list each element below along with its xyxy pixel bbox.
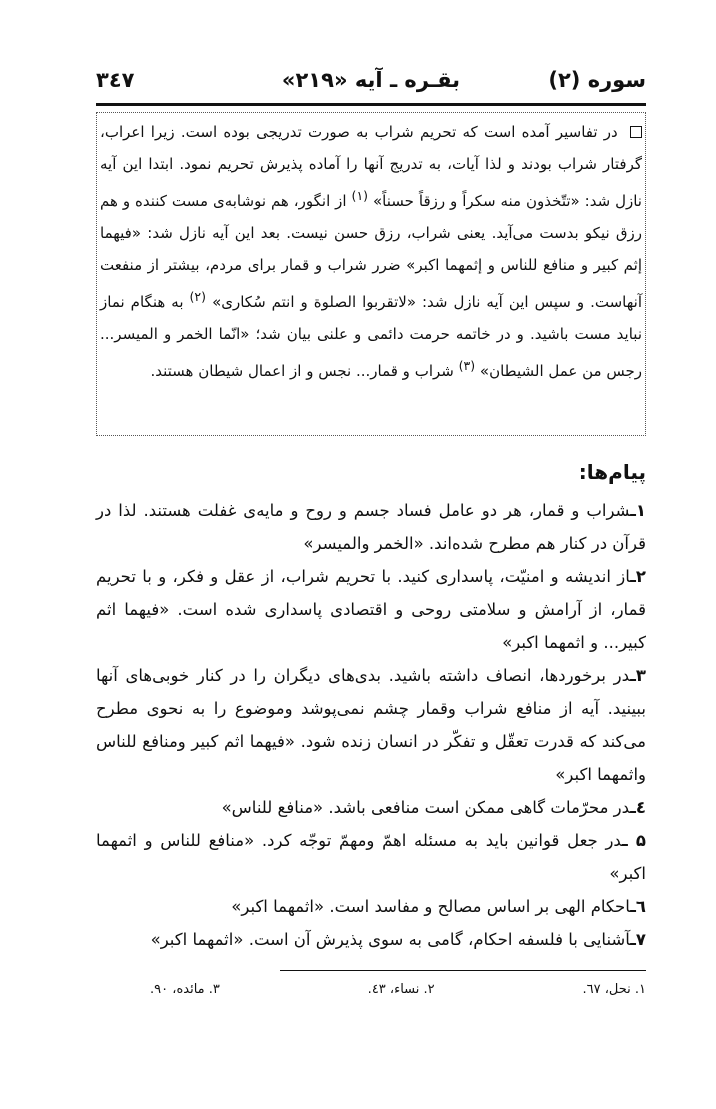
item-text: از اندیشه و امنیّت، پاسداری کنید. با تحریم شراب، از عقل و فکر، و با تحریم قمار، از آرامش و سلامتی روحی و اقتصادی پاسداری شده است. «فیهما اثم کبیر... و اثمهما اکبر» (96, 567, 646, 652)
footnote-divider (280, 970, 646, 971)
item-number: ۷ـ (630, 930, 646, 949)
surah-label: سوره (۲) (548, 68, 646, 92)
item-number: ۵ ـ (622, 831, 646, 850)
item-text: آشنایی با فلسفه احکام، گامی به سوی پذیرش آن است. «اثمهما اکبر» (150, 930, 631, 949)
item-number: ٦ـ (630, 897, 646, 916)
intro-text-4: شراب و قمار... نجس و از اعمال شیطان هستند. (150, 362, 454, 380)
footnote-ref-1: (۱) (351, 188, 369, 203)
footnote-ref-2: (۲) (189, 289, 207, 304)
list-item (96, 560, 646, 659)
list-item (96, 791, 646, 824)
item-number: ٤ـ (630, 798, 646, 817)
list-item (96, 494, 646, 560)
list-item (96, 824, 646, 890)
intro-text-1: در تفاسیر آمده است که تحریم شراب به صورت تدریجی بوده است. زیرا اعراب، گرفتار شراب بودند و لذا آیات، به تدریج آنها را آماده پذیرش تحریم نمود. ابتدا این آیه نازل شد: «تتّخذون منه سکراً و رزقاً حسناً» (100, 123, 642, 210)
item-text: شراب و قمار، هر دو عامل فساد جسم و روح و مایه‌ی غفلت هستند. لذا در قرآن در کنار هم مطرح شده‌اند. «الخمر والمیسر» (96, 501, 646, 553)
page-header (96, 62, 646, 102)
intro-text-3: به هنگام نماز نباید مست باشید. و در خاتمه حرمت دائمی و علنی بیان شد؛ «انّما الخمر و المیسر... رجس من عمل الشیطان» (100, 293, 642, 380)
intro-text-2: از انگور، هم نوشابه‌ی مست کننده و هم رزق نیکو بدست می‌آید. یعنی شراب، رزق حسن نیست. بعد این آیه نازل شد: «فیهما إثم کبیر و منافع للناس و إثمهما اکبر» ضرر شراب و قمار برای مردم، بیشتر از منفعت آنهاست. و سپس این آیه نازل شد: «لاتقربوا الصلوة و انتم سُکاری» (100, 192, 642, 311)
page-number: ۳٤۷ (96, 68, 135, 92)
header-divider (96, 103, 646, 106)
footnote-2: ۲. نساء، ٤۳. (367, 982, 435, 997)
square-bullet-icon (630, 126, 642, 138)
footnote-3: ۳. مائده، ۹۰. (150, 982, 220, 997)
item-text: در محرّمات گاهی ممکن است منافعی باشد. «منافع للناس» (221, 798, 631, 817)
messages-heading: پیام‌ها: (578, 460, 646, 484)
verse-title: بقـره ـ آیه «۲۱۹» (281, 68, 461, 92)
footnotes (150, 982, 646, 997)
footnote-ref-3: (۳) (458, 358, 476, 373)
intro-paragraph (100, 116, 642, 387)
list-item (96, 659, 646, 791)
item-number: ۲ـ (630, 567, 646, 586)
item-text: احکام الهی بر اساس مصالح و مفاسد است. «اثمهما اکبر» (231, 897, 631, 916)
item-text: در برخوردها، انصاف داشته باشید. بدی‌های دیگران را در کنار خوبی‌های آنها ببینید. آیه از منافع شراب وقمار چشم نمی‌پوشد وموضوع را به نحوی مطرح می‌کند که قدرت تعقّل و تفکّر در انسان زنده شود. «فیهما اثم کبیر ومنافع للناس واثمهما اکبر» (96, 666, 646, 784)
item-number: ۳ـ (630, 666, 646, 685)
list-item (96, 923, 646, 956)
item-number: ۱ـ (630, 501, 646, 520)
list-item (96, 890, 646, 923)
footnote-1: ۱. نحل، ٦۷. (582, 982, 646, 997)
item-text: در جعل قوانین باید به مسئله اهمّ ومهمّ توجّه کرد. «منافع للناس و اثمهما اکبر» (96, 831, 646, 883)
messages-list (96, 494, 646, 956)
